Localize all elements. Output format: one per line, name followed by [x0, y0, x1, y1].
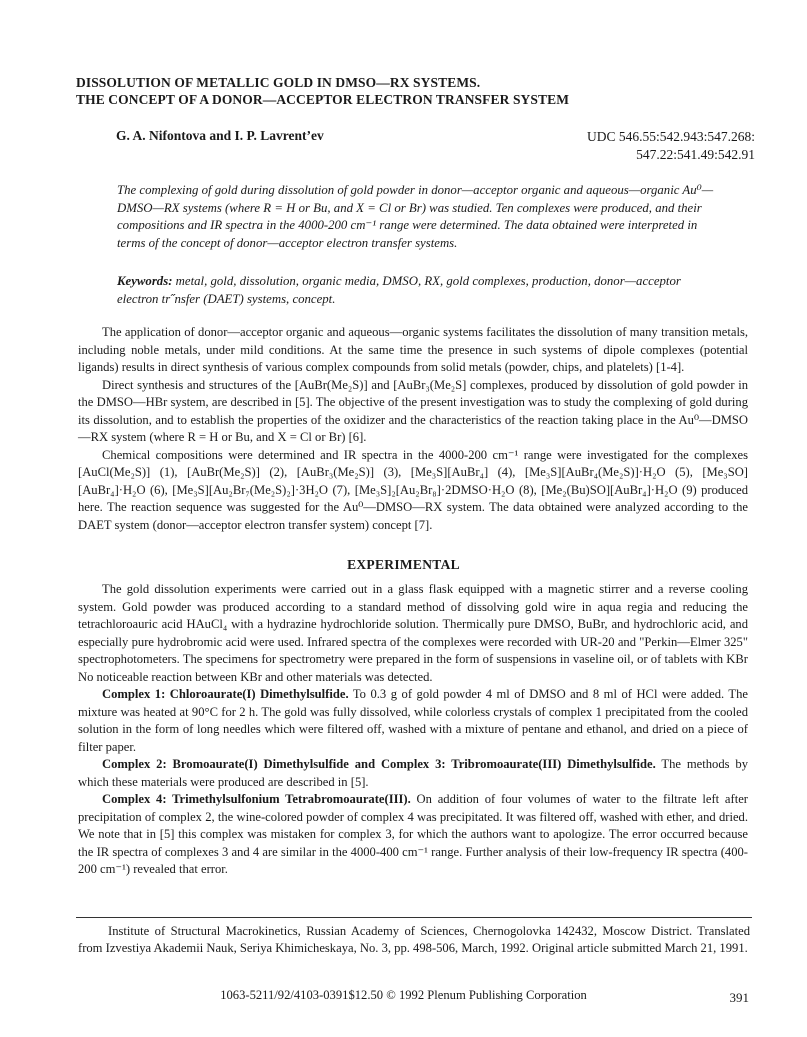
complex-1-heading: Complex 1: Chloroaurate(I) Dimethylsulfide.: [102, 687, 349, 701]
copyright-line: 1063-5211/92/4103-0391$12.50 © 1992 Plenum Publishing Corporation: [220, 988, 587, 1002]
intro-paragraph-3: Chemical compositions were determined and IR spectra in the 4000-200 cm⁻¹ range were investigated for the complexes [AuCl(Me₂S)] (1), [AuBr(Me₂S)] (2), [AuBr₃(Me₂S)] (3), [Me₃S][AuBr₄] (4), [Me₃S][AuBr₄(Me₂S)]·H₂O (5), [Me₃SO][AuBr₄]·H₂O (6), [Me₃S][Au₂Br₇(Me₂S)₂]·3H₂O (7), [Me₃S]₂[Au₂Br₈]·2DMSO·H₂O (8), [Me₂(Bu)SO][AuBr₄]·H₂O (9) produced here. The reaction sequence was suggested for the Au⁰—DMSO—RX system. The data obtained were analyzed according to the DAET system (donor—acceptor electron transfer system) concept [7].: [78, 447, 748, 532]
footnote: [78, 923, 750, 956]
experimental-section: [78, 581, 748, 879]
complex-4-paragraph: [78, 791, 748, 879]
complex-4-heading: Complex 4: Trimethylsulfonium Tetrabromoaurate(III).: [102, 792, 411, 806]
introduction: [78, 324, 748, 534]
complex-2-text: The methods by which these materials were produced are described in [5].: [78, 757, 748, 789]
complex-2-heading: Complex 2: Bromoaurate(I) Dimethylsulfide and Complex 3: Tribromoaurate(III) Dimethylsulfide.: [102, 757, 656, 771]
authors: G. A. Nifontova and I. P. Lavrent’ev: [116, 128, 324, 143]
keywords-text: metal, gold, dissolution, organic media, DMSO, RX, gold complexes, production, donor—acceptor electron tr˝nsfer (DAET) systems, concept.: [117, 274, 681, 306]
page-number: 391: [729, 990, 749, 1005]
footnote-divider: [76, 917, 752, 918]
title-line-1: DISSOLUTION OF METALLIC GOLD IN DMSO—RX SYSTEMS.: [76, 75, 481, 90]
article-title: [76, 74, 756, 108]
experimental-paragraph-1: The gold dissolution experiments were carried out in a glass flask equipped with a magnetic stirrer and a reverse cooling system. Gold powder was produced according to a standard method of dissolving gold wire in aqua regia and reducing the tetrachloroauric acid HAuCl₄ with a hydrazine hydrochloride solution. Thermically pure DMSO, BuBr, and hydrochloric acid, and especially pure hydrobromic acid were used. Infrared spectra of the complexes were recorded with UR-20 and "Perkin—Elmer 325" spectrophotometers. The specimens for spectrometry were prepared in the form of suspensions in vaseline oil, or of tablets with KBr No noticeable reaction between KBr and other materials was detected.: [78, 582, 748, 684]
title-line-2: THE CONCEPT OF A DONOR—ACCEPTOR ELECTRON TRANSFER SYSTEM: [76, 92, 570, 107]
intro-paragraph-1: The application of donor—acceptor organic and aqueous—organic systems facilitates the dissolution of many transition metals, including noble metals, under mild conditions. At the same time the presence in such systems of dipole complexes (potential ligands) results in direct synthesis of various complex compounds from solid metals (powder, chips, and platelets) [1-4].: [78, 325, 748, 374]
abstract: The complexing of gold during dissolution of gold powder in donor—acceptor organic and aqueous—organic Au⁰—DMSO—RX systems (where R = H or Bu, and X = Cl or Br) was studied. Ten complexes were produced, and their compositions and IR spectra in the 4000-200 cm⁻¹ range were determined. The data obtained were interpreted in terms of the concept of donor—acceptor electron transfer systems.: [117, 183, 714, 250]
footnote-text: Institute of Structural Macrokinetics, Russian Academy of Sciences, Chernogolovka 142432, Moscow District. Translated from Izvestiya Akademii Nauk, Seriya Khimicheskaya, No. 3, pp. 498-506, March, 1992. Original article submitted March 21, 1991.: [78, 924, 750, 955]
udc-line-1: UDC 546.55:542.943:547.268:: [586, 129, 755, 144]
section-heading-experimental: EXPERIMENTAL: [347, 557, 460, 572]
intro-paragraph-2: Direct synthesis and structures of the [AuBr(Me₂S)] and [AuBr₃(Me₂S] complexes, produced by dissolution of gold powder in the DMSO—HBr system, are described in [5]. The objective of the present investigation was to study the complexing of gold during its dissolution, and to establish the properties of the oxidizer and the characteristics of the reaction taking place in the Au⁰—DMSO—RX system (where R = H or Bu, and X = Cl or Br) [6].: [78, 377, 748, 444]
keywords-label: Keywords:: [117, 274, 173, 288]
complex-1-paragraph: [78, 686, 748, 756]
complex-4-text: On addition of four volumes of water to the filtrate left after precipitation of complex 2, the wine-colored powder of complex 4 was precipitated. It was filtered off, washed with ether, and dried. We note that in [5] this complex was mistaken for complex 3, for which the authors want to apologize. The error occurred because the IR spectra of complexes 3 and 4 are similar in the 4000-400 cm⁻¹ range. Further analysis of their low-frequency IR spectra (400-200 cm⁻¹) revealed that error.: [78, 792, 748, 876]
udc-line-2: 547.22:541.49:542.91: [636, 147, 755, 162]
complex-1-text: To 0.3 g of gold powder 4 ml of DMSO and 8 ml of HCl were added. The mixture was heated at 90°C for 2 h. The gold was fully dissolved, while colorless crystals of complex 1 precipitated from the cooled solution in the form of long needles which were filtered off, washed with a mixture of pentane and ethanol, and dried on a piece of filter paper.: [78, 687, 748, 754]
keywords: [117, 273, 717, 308]
complex-2-paragraph: [78, 756, 748, 791]
udc-code: [587, 128, 755, 164]
